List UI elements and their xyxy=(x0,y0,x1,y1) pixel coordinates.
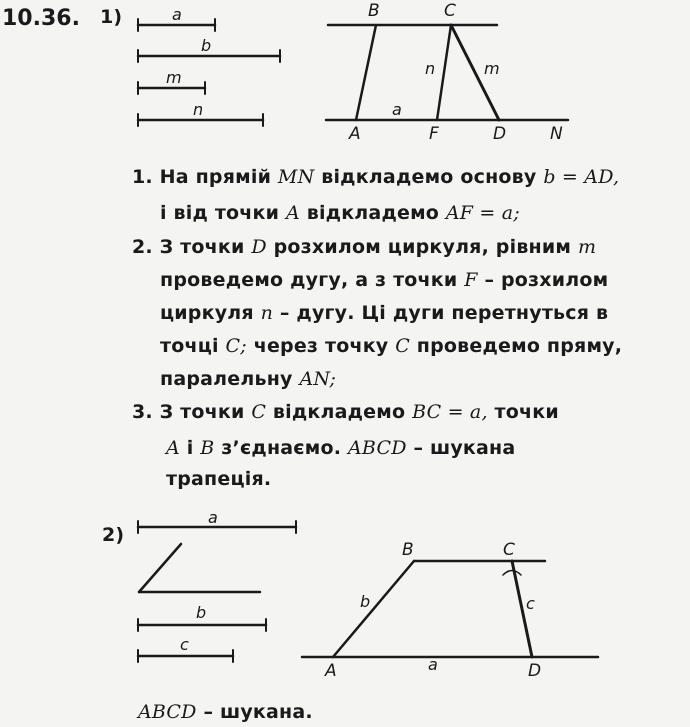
label-side-n: n xyxy=(425,59,436,78)
label-seg-a-1: a xyxy=(172,5,182,24)
vertex-F-1: F xyxy=(429,124,439,144)
part1-label: 1) xyxy=(100,6,123,28)
vertex-A-1: A xyxy=(349,124,361,144)
side-AB-1 xyxy=(356,25,376,120)
step1-line2: і від точки A відкладемо AF = a; xyxy=(160,202,520,224)
vertex-N-1: N xyxy=(550,124,563,144)
step3-line2: A і B з’єднаємо. ABCD – шукана xyxy=(166,437,516,459)
angle-2 xyxy=(139,544,260,592)
step2-line5: паралельну AN; xyxy=(160,368,337,390)
label-side-c-2: c xyxy=(526,594,535,613)
step2-line3: циркуля n – дугу. Ці дуги перетнуться в xyxy=(160,302,609,324)
conclusion: ABCD – шукана. xyxy=(138,701,313,723)
label-base-a-2: a xyxy=(428,655,438,674)
vertex-D-1: D xyxy=(493,124,507,144)
label-side-b-2: b xyxy=(360,592,371,611)
step1-line1: 1. На прямій MN відкладемо основу b = AD, xyxy=(132,166,620,188)
part2-label: 2) xyxy=(102,524,125,546)
label-base-a-1: a xyxy=(392,100,402,119)
vertex-D-2: D xyxy=(528,661,542,681)
vertex-C-1: C xyxy=(444,1,456,21)
step2-line2: проведемо дугу, а з точки F – розхилом xyxy=(160,269,609,291)
label-seg-b-1: b xyxy=(201,36,212,55)
step3-number: 3. xyxy=(132,401,153,423)
step2-line1: 2. З точки D розхилом циркуля, рівним m xyxy=(132,236,597,258)
vertex-B-1: B xyxy=(368,1,380,21)
step1-number: 1. xyxy=(132,166,153,188)
label-seg-n-1: n xyxy=(193,100,204,119)
step2-number: 2. xyxy=(132,236,153,258)
label-seg-b-2: b xyxy=(196,603,207,622)
label-seg-a-2: a xyxy=(208,508,218,527)
label-seg-c-2: c xyxy=(180,635,189,654)
label-side-m: m xyxy=(484,59,500,78)
side-AB-2 xyxy=(333,561,414,657)
arc-mark-C xyxy=(503,571,521,576)
step3-line1: 3. З точки C відкладемо BC = a, точки xyxy=(132,401,559,423)
step2-line4: точці C; через точку C проведемо пряму, xyxy=(160,335,623,357)
vertex-C-2: C xyxy=(503,540,515,560)
side-FC-n xyxy=(437,25,451,120)
vertex-B-2: B xyxy=(402,540,414,560)
label-seg-m-1: m xyxy=(166,68,182,87)
vertex-A-2: A xyxy=(325,661,337,681)
step3-line3: трапеція. xyxy=(166,468,272,490)
problem-number: 10.36. xyxy=(2,6,80,31)
